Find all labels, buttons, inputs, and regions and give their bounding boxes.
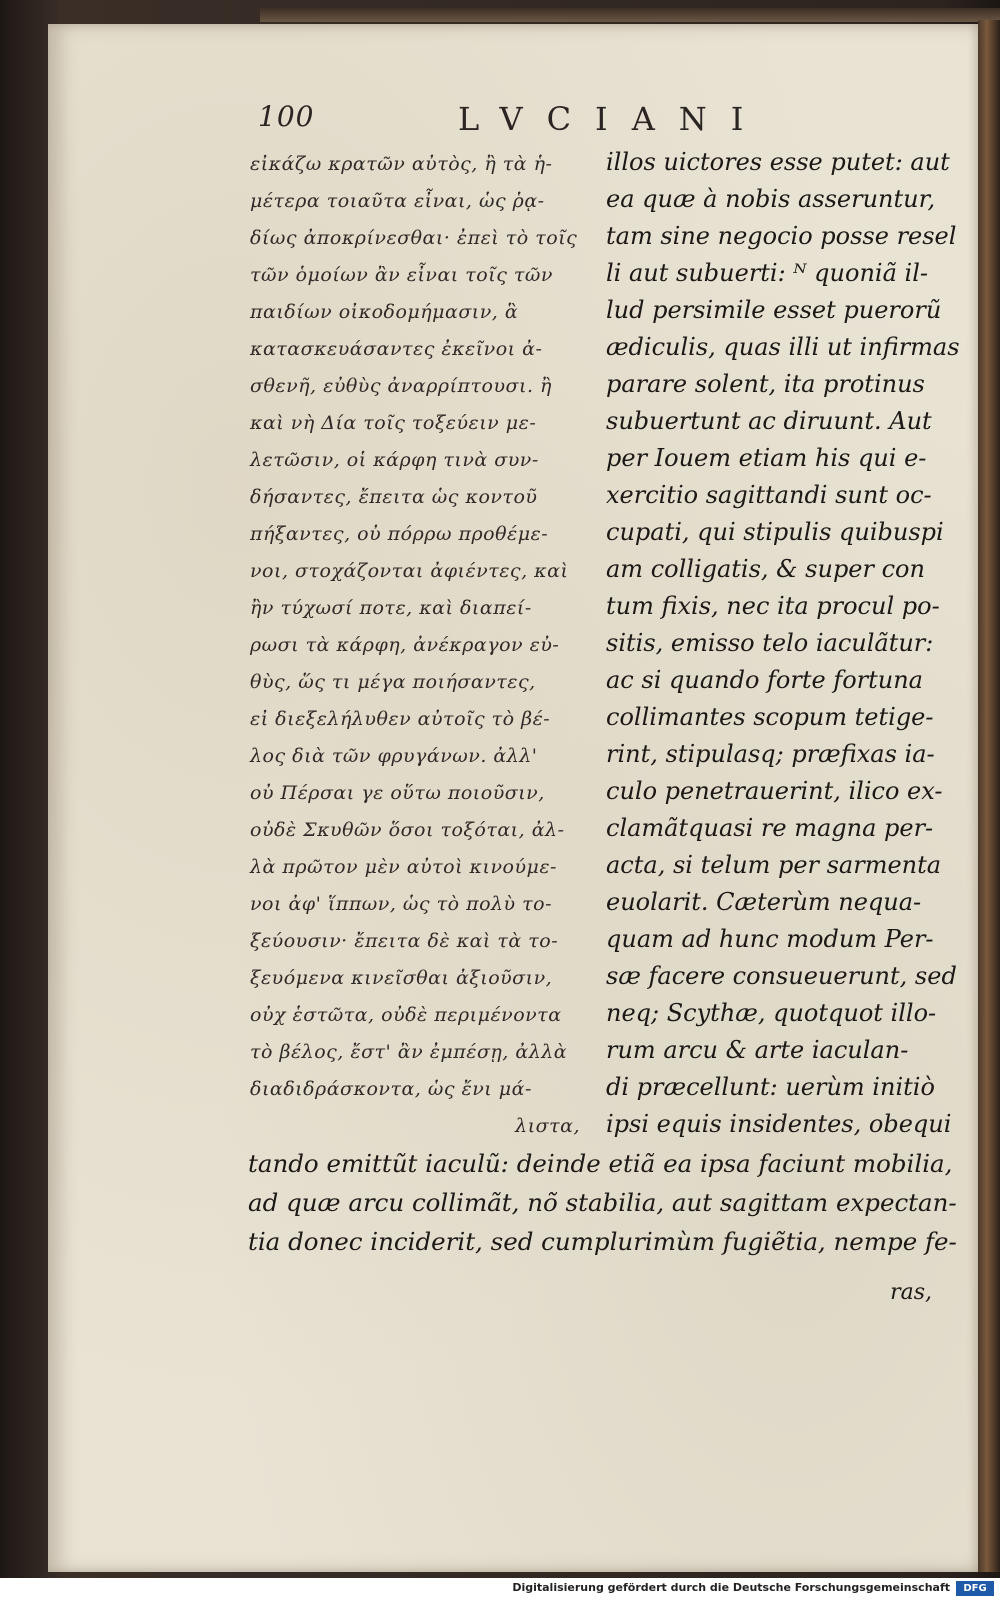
catchword: ras,: [890, 1280, 932, 1305]
latin-column: [606, 144, 960, 1143]
latin-text-line: neq; Scythæ, quotquot illo-: [606, 999, 937, 1027]
greek-column: [250, 146, 590, 1145]
latin-text-line: xercitio sagittandi sunt oc-: [606, 481, 932, 509]
latin-text-line: acta, si telum per sarmenta: [606, 851, 942, 879]
greek-text-line: ρωσι τὰ κάρφη, ἀνέκραγον εὐ-: [250, 634, 560, 656]
latin-text-line: illos uictores esse putet: aut: [606, 148, 950, 176]
greek-text-line: δίως ἀποκρίνεσθαι· ἐπεὶ τὸ τοῖς: [250, 227, 578, 249]
latin-text-line: clamãtquasi re magna per-: [606, 814, 934, 842]
running-head: LVCIANI: [458, 100, 768, 138]
greek-text-line: οὐ Πέρσαι γε οὕτω ποιοῦσιν,: [250, 782, 545, 804]
greek-text-line: εἰ διεξελήλυθεν αὐτοῖς τὸ βέ-: [250, 708, 551, 730]
greek-text-line: μέτερα τοιαῦτα εἶναι, ὡς ῥᾳ-: [250, 190, 545, 212]
latin-text-line: quam ad hunc modum Per-: [606, 925, 934, 953]
page-number: 100: [258, 100, 315, 133]
latin-text-line: ipsi equis insidentes, obequi: [606, 1110, 952, 1138]
latin-text-line: rum arcu & arte iaculan-: [606, 1036, 909, 1064]
latin-text-line: ea quæ à nobis asseruntur,: [606, 185, 936, 213]
greek-text-line: ξεύουσιν· ἔπειτα δὲ καὶ τὰ το-: [250, 930, 559, 952]
latin-text-line: collimantes scopum tetige-: [606, 703, 934, 731]
greek-text-line: οὐδὲ Σκυθῶν ὅσοι τοξόται, ἀλ-: [250, 819, 565, 841]
latin-full-line: ad quæ arcu collimãt, nõ stabilia, aut sagittam expectan-: [248, 1188, 957, 1217]
latin-text-line: euolarit. Cæterùm nequa-: [606, 888, 922, 916]
latin-text-line: parare solent, ita protinus: [606, 370, 925, 398]
latin-text-line: sitis, emisso telo iaculãtur:: [606, 629, 934, 657]
greek-text-line: παιδίων οἰκοδομήμασιν, ἃ: [250, 301, 519, 323]
greek-text-line: τῶν ὁμοίων ἂν εἶναι τοῖς τῶν: [250, 264, 553, 286]
greek-text-line: λιστα,: [515, 1115, 580, 1137]
latin-text-line: ac si quando forte fortuna: [606, 666, 923, 694]
greek-text-line: διαδιδράσκοντα, ὡς ἔνι μά-: [250, 1078, 532, 1100]
greek-text-line: ξευόμενα κινεῖσθαι ἀξιοῦσιν,: [250, 967, 553, 989]
latin-text-line: per Iouem etiam his qui e-: [606, 444, 927, 472]
latin-full-line: tia donec inciderit, sed cumplurimùm fugiẽtia, nempe fe-: [248, 1227, 957, 1256]
latin-text-line: rint, stipulasq; præfixas ia-: [606, 740, 935, 768]
greek-text-line: σθενῆ, εὐθὺς ἀναρρίπτουσι. ἢ: [250, 375, 552, 397]
greek-text-line: εἰκάζω κρατῶν αὐτὸς, ἢ τὰ ἡ-: [250, 153, 553, 175]
latin-text-line: ædiculis, quas illi ut infirmas: [606, 333, 960, 361]
greek-text-line: νοι ἀφ' ἵππων, ὡς τὸ πολὺ το-: [250, 893, 553, 915]
greek-text-line: πήξαντες, οὐ πόρρω προθέμε-: [250, 523, 549, 545]
greek-text-line: καὶ νὴ Δία τοῖς τοξεύειν με-: [250, 412, 537, 434]
greek-text-line: νοι, στοχάζονται ἀφιέντες, καὶ: [250, 560, 569, 582]
footer-bar: [0, 1578, 1000, 1600]
dfg-logo: DFG: [956, 1581, 994, 1596]
greek-text-line: ἢν τύχωσί ποτε, καὶ διαπεί-: [250, 597, 532, 619]
latin-text-line: sæ facere consueuerunt, sed: [606, 962, 957, 990]
greek-text-line: θὺς, ὥς τι μέγα ποιήσαντες,: [250, 671, 536, 693]
latin-full-line: tando emittũt iaculũ: deinde etiã ea ipsa faciunt mobilia,: [248, 1149, 953, 1178]
latin-text-line: li aut subuerti: ᴺ quoniã il-: [606, 259, 928, 287]
greek-text-line: λὰ πρῶτον μὲν αὐτοὶ κινούμε-: [250, 856, 557, 878]
latin-text-line: lud persimile esset puerorũ: [606, 296, 942, 324]
greek-text-line: τὸ βέλος, ἔστ' ἂν ἐμπέσῃ, ἀλλὰ: [250, 1041, 568, 1063]
greek-text-line: λετῶσιν, οἱ κάρφη τινὰ συν-: [250, 449, 539, 471]
greek-text-line: οὐχ ἑστῶτα, οὐδὲ περιμένοντα: [250, 1004, 562, 1026]
footer-credit: Digitalisierung gefördert durch die Deutsche Forschungsgemeinschaft: [512, 1581, 950, 1594]
page-header: [258, 100, 958, 140]
latin-text-line: tam sine negocio posse resel: [606, 222, 957, 250]
latin-text-line: cupati, qui stipulis quibuspi: [606, 518, 944, 546]
latin-text-line: tum fixis, nec ita procul po-: [606, 592, 940, 620]
greek-text-line: λος διὰ τῶν φρυγάνων. ἀλλ': [250, 745, 538, 767]
latin-full-width-block: [248, 1144, 957, 1261]
latin-text-line: culo penetrauerint, ilico ex-: [606, 777, 943, 805]
latin-text-line: di præcellunt: uerùm initiò: [606, 1073, 935, 1101]
greek-text-line: δήσαντες, ἔπειτα ὡς κοντοῦ: [250, 486, 538, 508]
book-spine-edge: [978, 20, 1000, 1572]
greek-text-line: κατασκευάσαντες ἐκεῖνοι ἀ-: [250, 338, 543, 360]
latin-text-line: subuertunt ac diruunt. Aut: [606, 407, 932, 435]
latin-text-line: am colligatis, & super con: [606, 555, 925, 583]
book-top-edge: [260, 8, 1000, 22]
